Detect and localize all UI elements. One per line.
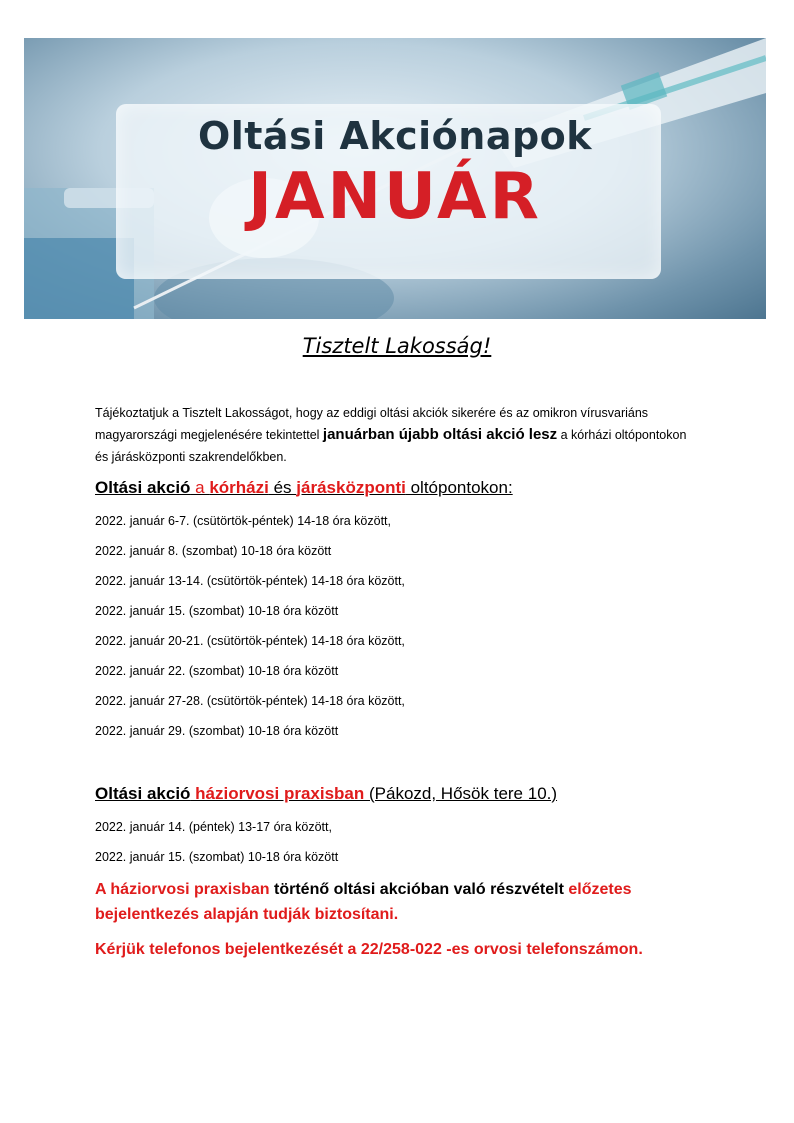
section-1-es: és: [268, 478, 297, 497]
notice-registration: [95, 877, 715, 927]
section-2-heading: [95, 784, 557, 804]
notice-red-1: A háziorvosi praxisban: [95, 881, 270, 898]
section-2-suffix: (Pákozd, Hősök tere 10.): [369, 784, 558, 803]
intro-text-2: a kórházi oltópontokon és járásközponti szakrendelőkben.: [95, 428, 687, 464]
intro-text-1: Tájékoztatjuk a Tisztelt Lakosságot, hogy az eddigi oltási akciók sikerére és az omikron vírusvariáns magyarországi megjelenésére tekintettel: [95, 406, 649, 442]
banner-subtitle: JANUÁR: [248, 160, 542, 234]
schedule-item: 2022. január 22. (szombat) 10-18 óra között: [95, 664, 339, 678]
schedule-item: 2022. január 27-28. (csütörtök-péntek) 14-18 óra között,: [95, 694, 405, 708]
section-1-a: a: [190, 478, 210, 497]
notice-red-2: előzetes bejelentkezés alapján tudják biztosítani.: [95, 881, 632, 923]
schedule-item: 2022. január 20-21. (csütörtök-péntek) 14-18 óra között,: [95, 634, 405, 648]
greeting-heading: Tisztelt Lakosság!: [302, 334, 492, 358]
schedule-item: 2022. január 6-7. (csütörtök-péntek) 14-18 óra között,: [95, 514, 391, 528]
section-1-heading: [95, 478, 513, 498]
schedule-item: 2022. január 8. (szombat) 10-18 óra között: [95, 544, 332, 558]
intro-bold-text: januárban újabb oltási akció lesz: [322, 426, 558, 443]
section-1-korhazi: kórházi: [209, 478, 269, 497]
header-banner: [24, 38, 766, 319]
section-1-jaraskozponti: járásközponti: [296, 478, 406, 497]
schedule-item: 2022. január 29. (szombat) 10-18 óra között: [95, 724, 339, 738]
schedule-item: 2022. január 15. (szombat) 10-18 óra között: [95, 850, 339, 864]
section-1-suffix: oltópontokon:: [405, 478, 513, 497]
intro-paragraph: [95, 402, 695, 468]
schedule-item: 2022. január 15. (szombat) 10-18 óra között: [95, 604, 339, 618]
schedule-item: 2022. január 13-14. (csütörtök-péntek) 14-18 óra között,: [95, 574, 405, 588]
notice-black: történő oltási akcióban való részvételt: [269, 881, 569, 898]
section-2-red: háziorvosi praxisban: [190, 784, 369, 803]
section-2-prefix: Oltási akció: [95, 784, 191, 803]
section-1-prefix: Oltási akció: [95, 478, 191, 497]
banner-title: Oltási Akciónapok: [197, 114, 593, 158]
schedule-item: 2022. január 14. (péntek) 13-17 óra között,: [95, 820, 332, 834]
notice-phone: Kérjük telefonos bejelentkezését a 22/258-022 -es orvosi telefonszámon.: [95, 941, 643, 958]
